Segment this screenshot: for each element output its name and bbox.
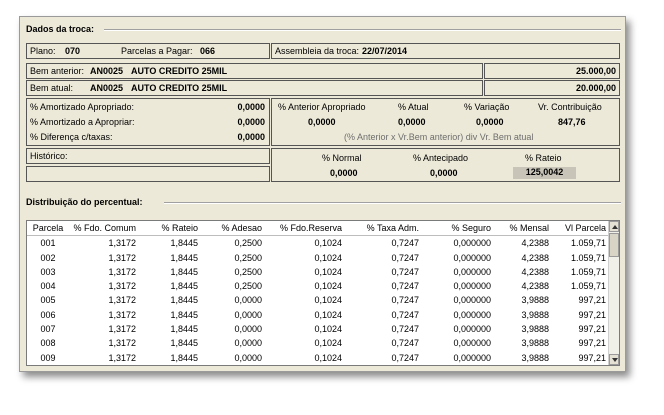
- normal-value: 0,0000: [330, 168, 358, 178]
- col-header[interactable]: % Adesao: [201, 221, 265, 236]
- table-cell: 0,2500: [234, 281, 262, 292]
- table-cell: 0,7247: [391, 252, 419, 263]
- table-cell: 997,21: [578, 295, 606, 306]
- table-cell: 1,8445: [170, 309, 198, 320]
- bem-anterior-valor: 25.000,00: [575, 66, 616, 76]
- bem-anterior-code: AN0025: [90, 66, 124, 76]
- table-cell: 4,2388: [521, 266, 549, 277]
- vr-contribuicao-label: Vr. Contribuição: [538, 102, 602, 112]
- plano-value: 070: [65, 46, 81, 56]
- assembleia-label: Assembleia da troca:: [275, 46, 360, 56]
- distribuicao-table: [27, 221, 609, 365]
- amort-a-apropriar-value: 0,0000: [237, 117, 265, 127]
- table-cell: 0,7247: [391, 266, 419, 277]
- rateio-label: % Rateio: [525, 153, 562, 163]
- table-row[interactable]: [27, 236, 609, 251]
- col-header[interactable]: % Fdo.Reserva: [265, 221, 345, 236]
- table-cell: 0,1024: [314, 238, 342, 249]
- formula-note: (% Anterior x Vr.Bem anterior) div Vr. Bem atual: [344, 132, 534, 142]
- atual-label: % Atual: [398, 102, 429, 112]
- variacao-label: % Variação: [464, 102, 510, 112]
- ant-apropriado-value: 0,0000: [308, 117, 336, 127]
- table-cell: 0,1024: [314, 295, 342, 306]
- table-cell: 0,1024: [314, 281, 342, 292]
- table-cell: 0,000000: [453, 338, 491, 349]
- table-row[interactable]: [27, 322, 609, 336]
- table-row[interactable]: [27, 351, 609, 365]
- table-cell: 004: [40, 281, 56, 292]
- table-row[interactable]: [27, 336, 609, 350]
- bem-anterior-label: Bem anterior:: [30, 66, 85, 76]
- col-header[interactable]: % Mensal: [494, 221, 552, 236]
- table-cell: 0,0000: [234, 338, 262, 349]
- bem-atual-valor: 20.000,00: [575, 83, 616, 93]
- table-cell: 997,21: [578, 309, 606, 320]
- table-cell: 0,2500: [234, 252, 262, 263]
- table-cell: 0,1024: [314, 266, 342, 277]
- arrow-down-icon: [612, 358, 618, 362]
- table-cell: 002: [40, 252, 56, 263]
- bem-anterior-valor-box: [484, 63, 620, 79]
- table-cell: 0,000000: [453, 295, 491, 306]
- amort-apropriado-label: % Amortizado Apropriado:: [30, 102, 135, 112]
- table-cell: 3,9888: [521, 324, 549, 335]
- table-cell: 0,000000: [453, 266, 491, 277]
- variacao-value: 0,0000: [476, 117, 504, 127]
- table-cell: 1,3172: [108, 252, 136, 263]
- table-cell: 0,000000: [453, 324, 491, 335]
- distribuicao-title: Distribuição do percentual:: [26, 197, 143, 207]
- bem-atual-label: Bem atual:: [30, 83, 74, 93]
- table-cell: 1,3172: [108, 309, 136, 320]
- table-cell: 1,3172: [108, 338, 136, 349]
- rateio-value: 125,0042: [513, 167, 576, 179]
- table-cell: 0,000000: [453, 281, 491, 292]
- table-cell: 0,0000: [234, 295, 262, 306]
- normal-label: % Normal: [322, 153, 362, 163]
- table-cell: 1,8445: [170, 252, 198, 263]
- rateio-box: [271, 148, 620, 182]
- table-cell: 1,8445: [170, 338, 198, 349]
- dif-taxas-label: % Diferença c/taxas:: [30, 132, 113, 142]
- table-cell: 0,1024: [314, 352, 342, 363]
- table-cell: 0,0000: [234, 309, 262, 320]
- table-row[interactable]: [27, 308, 609, 322]
- arrow-up-icon: [612, 225, 618, 229]
- vr-contribuicao-value: 847,76: [558, 117, 586, 127]
- table-cell: 0,7247: [391, 281, 419, 292]
- table-cell: 0,7247: [391, 309, 419, 320]
- table-cell: 003: [40, 266, 56, 277]
- table-cell: 997,21: [578, 324, 606, 335]
- table-cell: 4,2388: [521, 252, 549, 263]
- table-cell: 007: [40, 324, 56, 335]
- percentual-box: [271, 98, 620, 146]
- distribuicao-divider: [164, 202, 621, 204]
- table-cell: 0,000000: [453, 309, 491, 320]
- table-cell: 1,8445: [170, 266, 198, 277]
- table-cell: 006: [40, 309, 56, 320]
- table-cell: 0,000000: [453, 352, 491, 363]
- table-cell: 0,2500: [234, 238, 262, 249]
- assembleia-value: 22/07/2014: [362, 46, 408, 56]
- table-cell: 0,000000: [453, 252, 491, 263]
- atual-value: 0,0000: [398, 117, 426, 127]
- table-cell: 0,7247: [391, 295, 419, 306]
- grid-header-row: [27, 221, 609, 236]
- distribuicao-grid[interactable]: [26, 220, 620, 366]
- table-row[interactable]: [27, 279, 609, 293]
- table-cell: 0,2500: [234, 266, 262, 277]
- table-cell: 0,7247: [391, 352, 419, 363]
- table-cell: 1.059,71: [570, 281, 606, 292]
- antecipado-label: % Antecipado: [413, 153, 469, 163]
- table-cell: 001: [40, 238, 56, 249]
- table-cell: 1,8445: [170, 295, 198, 306]
- table-cell: 1.059,71: [570, 252, 606, 263]
- grid-body: [27, 236, 609, 365]
- table-cell: 0,1024: [314, 338, 342, 349]
- col-header[interactable]: % Rateio: [139, 221, 201, 236]
- scroll-down-button[interactable]: [609, 354, 619, 365]
- bem-anterior-desc: AUTO CREDITO 25MIL: [131, 66, 228, 76]
- table-cell: 0,0000: [234, 324, 262, 335]
- table-cell: 0,7247: [391, 238, 419, 249]
- table-cell: 0,1024: [314, 309, 342, 320]
- table-row[interactable]: [27, 251, 609, 265]
- col-header[interactable]: % Taxa Adm.: [345, 221, 422, 236]
- table-cell: 1.059,71: [570, 238, 606, 249]
- bem-atual-desc: AUTO CREDITO 25MIL: [131, 83, 228, 93]
- table-cell: 1,3172: [108, 266, 136, 277]
- table-cell: 1,3172: [108, 295, 136, 306]
- historico-label-box: [26, 148, 270, 164]
- troca-panel: [19, 16, 626, 372]
- bem-atual-box: [26, 80, 483, 96]
- scroll-up-button[interactable]: [609, 221, 619, 232]
- table-cell: 0,1024: [314, 252, 342, 263]
- table-cell: 1,8445: [170, 352, 198, 363]
- bem-atual-valor-box: [484, 80, 620, 96]
- dados-troca-title: Dados da troca:: [26, 24, 95, 34]
- table-cell: 008: [40, 338, 56, 349]
- amortizado-box: [26, 98, 270, 146]
- col-header[interactable]: Vl Parcela: [552, 221, 609, 236]
- table-cell: 0,1024: [314, 324, 342, 335]
- table-cell: 1,3172: [108, 324, 136, 335]
- historico-label: Histórico:: [30, 151, 68, 161]
- table-cell: 3,9888: [521, 352, 549, 363]
- vertical-scrollbar[interactable]: [608, 221, 619, 365]
- table-cell: 1,3172: [108, 238, 136, 249]
- table-cell: 005: [40, 295, 56, 306]
- table-row[interactable]: [27, 265, 609, 279]
- assembleia-box: [271, 43, 620, 59]
- table-cell: 1,3172: [108, 281, 136, 292]
- dif-taxas-value: 0,0000: [237, 132, 265, 142]
- bem-atual-code: AN0025: [90, 83, 124, 93]
- table-cell: 1,8445: [170, 324, 198, 335]
- col-header[interactable]: % Seguro: [422, 221, 494, 236]
- bem-anterior-box: [26, 63, 483, 79]
- scroll-thumb[interactable]: [609, 233, 619, 257]
- dados-troca-divider: [104, 29, 621, 31]
- table-cell: 1,3172: [108, 352, 136, 363]
- table-cell: 0,7247: [391, 338, 419, 349]
- table-cell: 997,21: [578, 352, 606, 363]
- plano-box: [26, 43, 270, 59]
- table-cell: 1,8445: [170, 238, 198, 249]
- table-cell: 3,9888: [521, 295, 549, 306]
- table-cell: 4,2388: [521, 238, 549, 249]
- plano-label: Plano:: [30, 46, 56, 56]
- table-cell: 4,2388: [521, 281, 549, 292]
- amort-apropriado-value: 0,0000: [237, 102, 265, 112]
- parcelas-value: 066: [200, 46, 216, 56]
- parcelas-label: Parcelas a Pagar:: [121, 46, 193, 56]
- ant-apropriado-label: % Anterior Apropriado: [278, 102, 366, 112]
- table-cell: 0,000000: [453, 238, 491, 249]
- table-cell: 0,0000: [234, 352, 262, 363]
- antecipado-value: 0,0000: [430, 168, 458, 178]
- table-cell: 1,8445: [170, 281, 198, 292]
- col-header[interactable]: % Fdo. Comum: [69, 221, 139, 236]
- table-cell: 3,9888: [521, 338, 549, 349]
- amort-a-apropriar-label: % Amortizado a Apropriar:: [30, 117, 135, 127]
- table-cell: 009: [40, 352, 56, 363]
- table-row[interactable]: [27, 293, 609, 307]
- table-cell: 3,9888: [521, 309, 549, 320]
- historico-field[interactable]: [26, 166, 270, 182]
- table-cell: 1.059,71: [570, 266, 606, 277]
- table-cell: 0,7247: [391, 324, 419, 335]
- col-header[interactable]: Parcela: [27, 221, 69, 236]
- table-cell: 997,21: [578, 338, 606, 349]
